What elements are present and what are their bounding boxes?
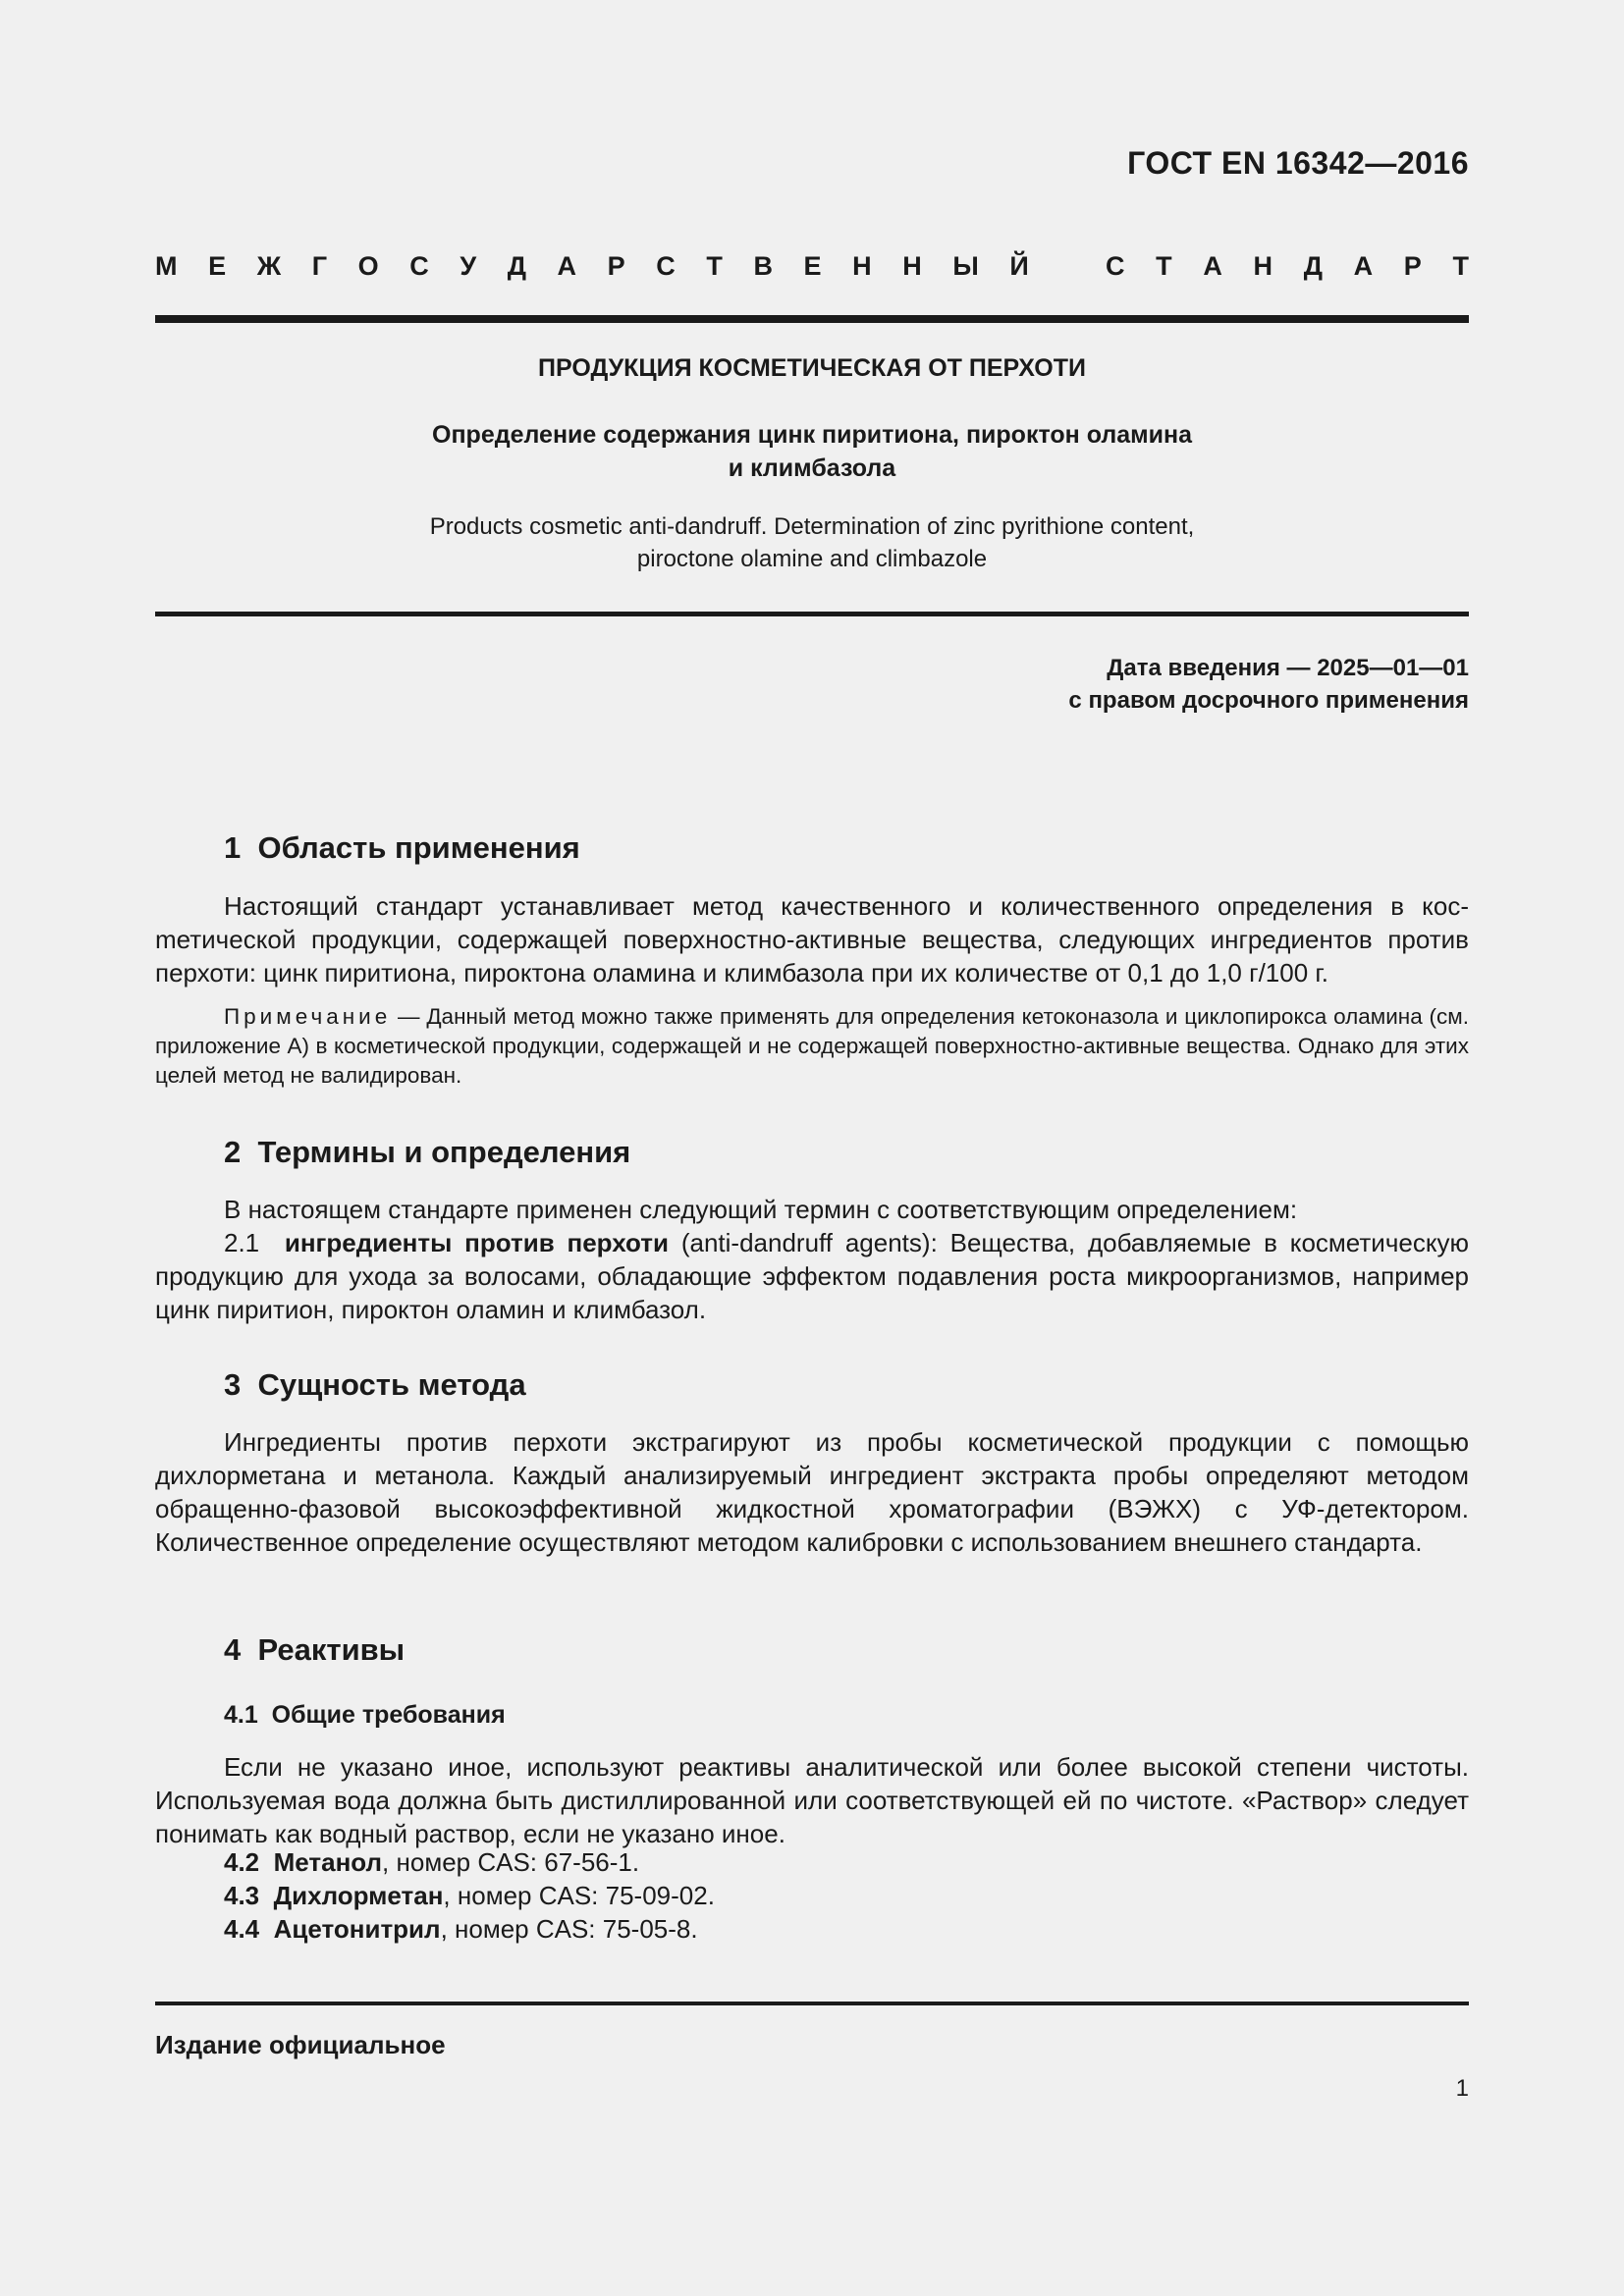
heading-letter: С bbox=[1106, 251, 1125, 281]
document-title: ПРОДУКЦИЯ КОСМЕТИЧЕСКАЯ ОТ ПЕРХОТИ bbox=[538, 354, 1086, 382]
heading-letter: А bbox=[557, 251, 577, 281]
heading-letter: Н bbox=[902, 251, 922, 281]
heading-letter: Е bbox=[208, 251, 227, 281]
interstate-word-1 bbox=[155, 251, 1029, 282]
heading-letter: Ж bbox=[256, 251, 282, 281]
section-1-note bbox=[155, 1002, 1469, 1091]
heading-letter: Й bbox=[1009, 251, 1029, 281]
official-edition-label: Издание официальное bbox=[155, 2030, 446, 2059]
standard-designation: ГОСТ EN 16342—2016 bbox=[1127, 145, 1469, 181]
page-number: 1 bbox=[1455, 2075, 1469, 2102]
english-title-line-2: piroctone olamine and climbazole bbox=[636, 546, 988, 572]
note-label: Примечание bbox=[224, 1004, 392, 1029]
heading-letter: Д bbox=[507, 251, 526, 281]
heading-letter: Т bbox=[1452, 251, 1469, 281]
heading-letter: Н bbox=[1253, 251, 1273, 281]
footer-rule bbox=[155, 2002, 1469, 2005]
section-3-text: Ингредиенты против перхоти экстрагируют из пробы косметической продукции с помощью дихлорметана и метанола. Каждый анализируемый ингредиент экстракта пробы определяют методом обращенно-фазовой высокоэффективной жидкостной хроматографии (ВЭЖХ) с УФ-детектором. Количественное определение осуществляют методом калибровки с использованием внешнего стандарта. bbox=[155, 1427, 1469, 1557]
heading-letter: С bbox=[409, 251, 429, 281]
heading-letter: Т bbox=[1156, 251, 1172, 281]
heading-letter: А bbox=[1353, 251, 1374, 281]
term-def: (anti-dandruff agents): Вещества, добавляемые в косметическую продукцию для ухода за волосами, обладающие эффектом подавления роста микроорганизмов, например цинк пиритион, пироктон оламин и климбазол. bbox=[155, 1228, 1469, 1324]
term-definition: 2.1 ингредиенты против перхоти (anti-dandruff agents): Вещества, добавляемые в косметическую продукцию для ухода за волосами, обладающие эффектом подавления роста микроорганизмов, например цинк пиритион, пироктон оламин и климбазол. bbox=[155, 1228, 1469, 1324]
subtitle-line-1: Определение содержания цинк пиритиона, пироктон оламина bbox=[432, 421, 1192, 449]
english-title-line-1: Products cosmetic anti-dandruff. Determination of zinc pyrithione content, bbox=[429, 513, 1195, 540]
term-name: ингредиенты против перхоти bbox=[284, 1228, 669, 1257]
interstate-word-2 bbox=[1106, 251, 1469, 282]
heading-letter: У bbox=[460, 251, 477, 281]
header-rule bbox=[155, 315, 1469, 323]
heading-letter: С bbox=[656, 251, 676, 281]
document-page bbox=[155, 0, 1469, 2296]
introduction-date: Дата введения — 2025—01—01 bbox=[1107, 655, 1469, 681]
section-1-heading: 1 Область применения bbox=[224, 830, 580, 865]
subtitle-line-2: и климбазола bbox=[728, 454, 896, 482]
section-3-heading: 3 Сущность метода bbox=[224, 1367, 526, 1402]
heading-letter: В bbox=[753, 251, 773, 281]
section-1-text: Настоящий стандарт устанавливает метод качественного и количественного определения в косmетической продукции, содержащей поверхностно-активные вещества, следующих ингредиентов против перхоти: цинк пиритиона, пироктона оламина и климбазола при их количестве от 0,1 до 1,0 г/100 г. bbox=[155, 891, 1469, 988]
early-application-note: с правом досрочного применения bbox=[1068, 687, 1469, 714]
heading-letter: Е bbox=[803, 251, 822, 281]
reagent-item: 4.2 Метанол, номер CAS: 67-56-1. bbox=[224, 1847, 640, 1877]
heading-letter: Г bbox=[311, 251, 328, 281]
english-title bbox=[155, 510, 1469, 575]
section-4-heading: 4 Реактивы bbox=[224, 1632, 406, 1667]
heading-letter: Д bbox=[1303, 251, 1323, 281]
section-4-1-text: Если не указано иное, используют реактивы аналитической или более высокой степени чистоты. Используемая вода должна быть дистиллированной или соответствующей ей по чистоте. «Раствор» следует понимать как водный раствор, если не указано иное. bbox=[155, 1752, 1469, 1848]
interstate-standard-heading bbox=[155, 251, 1469, 282]
reagent-item: 4.4 Ацетонитрил, номер CAS: 75-05-8. bbox=[224, 1914, 698, 1944]
heading-letter: Р bbox=[607, 251, 625, 281]
heading-letter: Ы bbox=[952, 251, 979, 281]
subsection-4-1-heading: 4.1 Общие требования bbox=[224, 1701, 506, 1729]
reagent-item: 4.3 Дихлорметан, номер CAS: 75-09-02. bbox=[224, 1881, 715, 1910]
heading-letter: А bbox=[1203, 251, 1222, 281]
section-2-text: В настоящем стандарте применен следующий термин с соответствующим определением: bbox=[224, 1195, 1298, 1224]
heading-letter: Р bbox=[1403, 251, 1422, 281]
heading-letter: Т bbox=[706, 251, 723, 281]
heading-letter: О bbox=[357, 251, 379, 281]
introduction-date-block bbox=[1068, 652, 1469, 717]
document-subtitle bbox=[155, 418, 1469, 485]
section-2-heading: 2 Термины и определения bbox=[224, 1135, 631, 1169]
title-rule bbox=[155, 612, 1469, 616]
note-text: — Данный метод можно также применять для определения кетоконазола и циклопирокса оламина (см. приложение А) в косметической продукции, содержащей и не содержащей поверхностно-активные вещества. Однако для этих целей метод не валидирован. bbox=[155, 1004, 1469, 1088]
heading-letter: М bbox=[155, 251, 178, 281]
heading-letter: Н bbox=[852, 251, 872, 281]
